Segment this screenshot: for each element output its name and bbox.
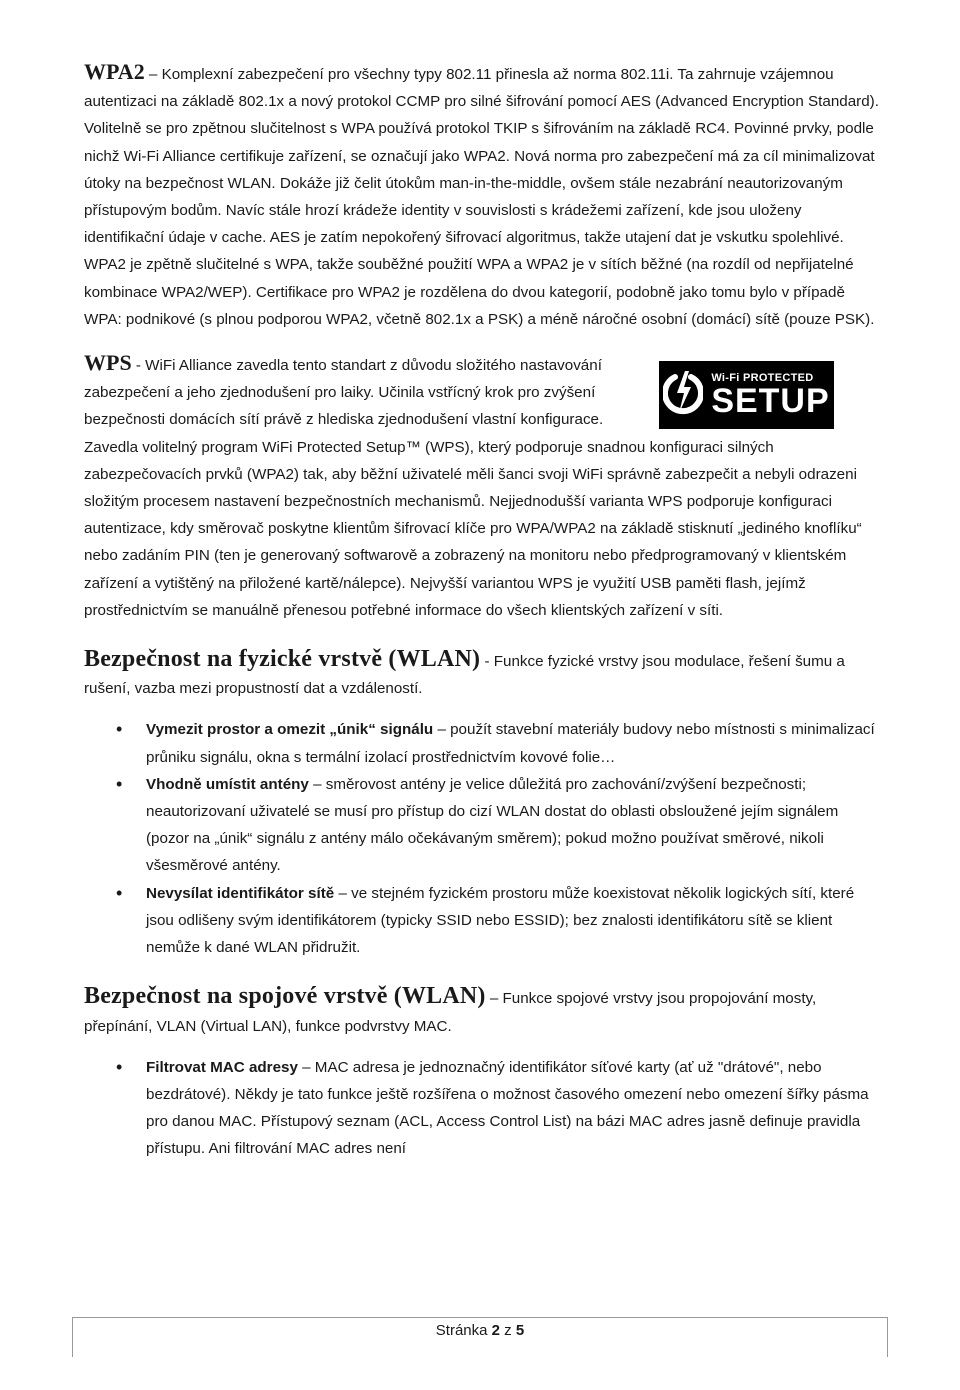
bullet-text: – použít stavební materiály budovy nebo místnosti s minimalizací průniku signálu, okna s termální izolací prostřednictvím kovové folie… — [146, 721, 875, 766]
physical-paragraph — [84, 646, 884, 702]
wps-text: - WiFi Alliance zavedla tento standart z důvodu složitého nastavování zabezpečení a jeho zjednodušení pro laiky. Učinila vstřícný krok pro zvýšení bezpečnosti domácích sítí právě z hlediska zjednodušení vlastní konfigurace. Zavedla volitelný program WiFi Protected Setup™ (WPS), který podporuje snadnou konfiguraci silných zabezpečovacích prvků (WPA2) tak, aby běžní uživatelé měli šanci svoji WiFi správně zabezpečit a nebyli odrazeni složitým procesem nastavení bezpečnostních mechanismů. Nejjednodušší varianta WPS podporuje konfiguraci autentizace, kdy směrovač poskytne klientům šifrovací klíče pro WPA/WPA2 na základě stisknutí „jediného knoflíku“ nebo zadáním PIN (ten je generovaný softwarově a zobrazený na monitoru nebo předprogramovaný v klientském zařízení a vytištěný na přiložené kartě/nálepce). Nejvyšší variantou WPS je využití USB paměti flash, jejímž prostřednictvím se manuálně přenesou potřebné informace do všech klientských zařízení v síti. — [84, 357, 862, 619]
physical-text: - Funkce fyzické vrstvy jsou modulace, řešení šumu a rušení, vazba mezi propustností dat a vzdáleností. — [84, 653, 845, 698]
footer-sep: z — [500, 1322, 516, 1339]
bullet-bold: Vhodně umístit antény — [146, 775, 309, 793]
link-paragraph — [84, 983, 884, 1039]
footer-divider — [72, 1317, 888, 1318]
bullet-bold: Filtrovat MAC adresy — [146, 1058, 298, 1076]
logo-big-text: SETUP — [711, 381, 830, 420]
link-text: – Funkce spojové vrstvy jsou propojování mosty, přepínání, VLAN (Virtual LAN), funkce podvrstvy MAC. — [84, 990, 817, 1035]
wifi-protected-setup-logo — [659, 361, 834, 429]
bullet-text: – směrovost antény je velice důležitá pro zachování/zvýšení bezpečnosti; neautorizovaní uživatelé se musí pro přístup do cizí WLAN dostat do oblasti obsloužené jejím signálem (pozor na „únik“ signálu z antény málo očekávaným směrem); pokud možno používat směrové, nikoli všesměrové antény. — [146, 775, 839, 875]
list-item — [84, 1054, 884, 1163]
footer-label: Stránka — [435, 1322, 492, 1339]
footer-current-page: 2 — [491, 1322, 501, 1339]
link-list — [84, 1054, 884, 1163]
physical-heading: Bezpečnost na fyzické vrstvě (WLAN) — [84, 646, 481, 673]
bullet-text: – ve stejném fyzickém prostoru může koexistovat několik logických sítí, které jsou odlišeny svým identifikátorem (typicky SSID nebo ESSID); bez znalosti identifikátoru sítě se klient nemůže k dané WLAN přidružit. — [146, 884, 855, 957]
bullet-bold: Nevysílat identifikátor sítě — [146, 884, 335, 902]
wps-power-icon — [663, 369, 703, 421]
footer-total-pages: 5 — [515, 1322, 525, 1339]
bullet-bold: Vymezit prostor a omezit „únik“ signálu — [146, 721, 434, 739]
page-body — [84, 58, 884, 1163]
wpa2-heading: WPA2 — [84, 59, 145, 84]
list-item — [84, 716, 884, 770]
page-footer — [0, 1322, 960, 1339]
wps-section — [84, 349, 884, 624]
list-item — [84, 880, 884, 962]
wpa2-text: – Komplexní zabezpečení pro všechny typy 802.11 přinesla až norma 802.11i. Ta zahrnuje vzájemnou autentizaci na základě 802.1x a nový protokol CCMP pro silné šifrování pomocí AES (Advanced Encryption Standard). Volitelně se pro zpětnou slučitelnost s WPA používá protokol TKIP s šifrováním na základě RC4. Povinné prvky, podle nichž Wi-Fi Alliance certifikuje zařízení, se označují jako WPA2. Nová norma pro zabezpečení má za cíl minimalizovat útoky na bezpečnost WLAN. Dokáže již čelit útokům man-in-the-middle, ovšem stále nezabrání neautorizovaným přístupovým bodům. Navíc stále hrozí krádeže identity v souvislosti s krádežemi zařízení, kde jsou uloženy identifikační údaje v cache. AES je zatím nepokořený šifrovací algoritmus, takže utajení dat je vskutku spolehlivé. WPA2 je zpětně slučitelné s WPA, takže souběžné použití WPA a WPA2 je v sítích běžné (na rozdíl od nepřijatelné kombinace WPA2/WEP). Certifikace pro WPA2 je rozdělena do dvou kategorií, podobně jako tomu bylo v případě WPA: podnikové (s plnou podporou WPA2, včetně 802.1x a PSK) a méně náročné osobní (domácí) sítě (pouze PSK). — [84, 66, 879, 328]
list-item — [84, 771, 884, 880]
link-heading: Bezpečnost na spojové vrstvě (WLAN) — [84, 983, 486, 1010]
physical-list — [84, 716, 884, 961]
bullet-text: – MAC adresa je jednoznačný identifikátor síťové karty (ať už "drátové", nebo bezdrátové). Někdy je tato funkce ještě rozšířena o možnost časového omezení nebo omezení šířky pásma pro danou MAC. Přístupový seznam (ACL, Access Control List) na bázi MAC adres jasně definuje pravidla přístupu. Ani filtrování MAC adres není — [146, 1058, 869, 1158]
wps-heading: WPS — [84, 350, 132, 376]
logo-small-text: Wi-Fi PROTECTED — [711, 371, 814, 384]
wpa2-paragraph — [84, 58, 884, 333]
